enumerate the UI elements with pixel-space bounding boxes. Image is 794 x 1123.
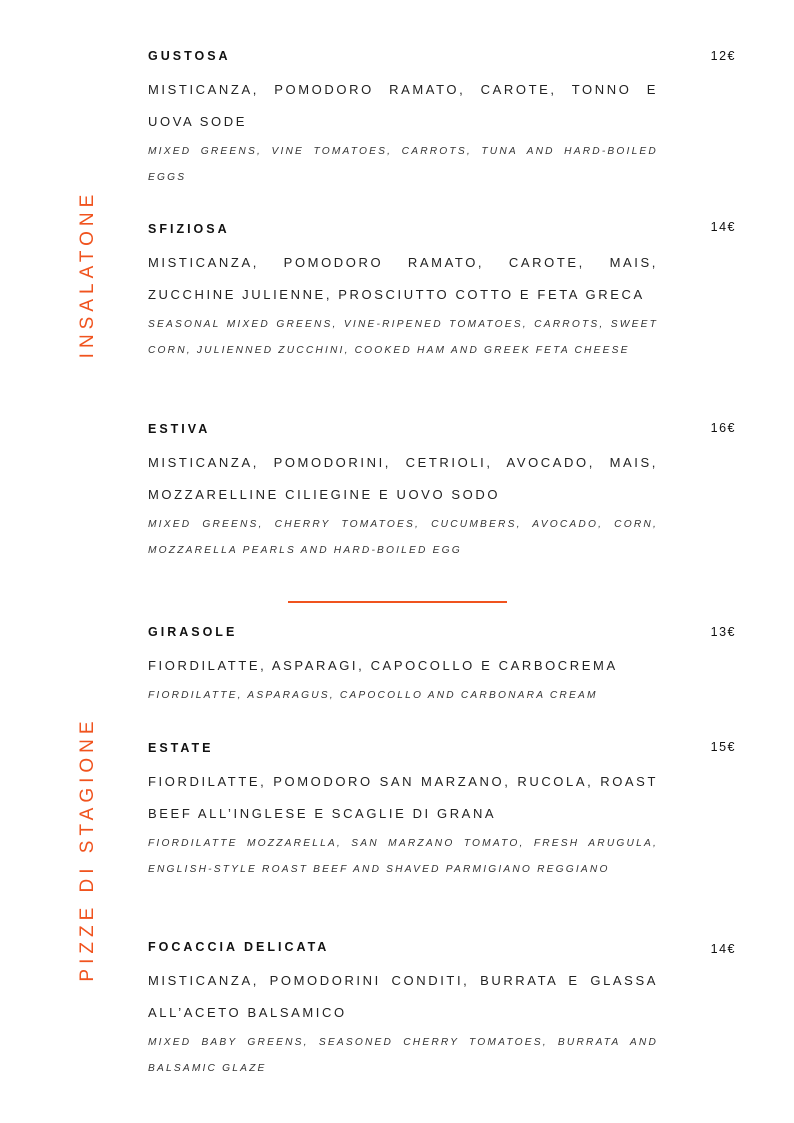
dish-description-it: FIORDILATTE, ASPARAGI, CAPOCOLLO E CARBOCREMA [148,658,618,673]
dish-description-en: MIXED GREENS, VINE TOMATOES, CARROTS, TUNA AND HARD-BOILED EGGS [148,146,658,183]
menu-item-estate [148,740,658,883]
dish-description-en: FIORDILATTE, ASPARAGUS, CAPOCOLLO AND CARBONARA CREAM [148,690,598,701]
dish-description-it: FIORDILATTE, POMODORO SAN MARZANO, RUCOLA, ROAST BEEF ALL’INGLESE E SCAGLIE DI GRANA [148,774,658,821]
dish-description-it: MISTICANZA, POMODORO RAMATO, CAROTE, TONNO E UOVA SODE [148,82,658,129]
menu-item-gustosa [148,48,658,191]
section-title-insalatone: INSALATONE [77,189,98,359]
dish-price-girasole: 13€ [710,625,736,639]
menu-item-sfiziosa [148,221,658,364]
menu-item-focaccia-delicata [148,939,658,1082]
dish-description-en: FIORDILATTE MOZZARELLA, SAN MARZANO TOMATO, FRESH ARUGULA, ENGLISH-STYLE ROAST BEEF AND SHAVED PARMIGIANO REGGIANO [148,838,658,875]
dish-description-en: MIXED BABY GREENS, SEASONED CHERRY TOMATOES, BURRATA AND BALSAMIC GLAZE [148,1037,658,1074]
dish-name: FOCACCIA DELICATA [148,940,330,954]
dish-description-en: SEASONAL MIXED GREENS, VINE-RIPENED TOMATOES, CARROTS, SWEET CORN, JULIENNED ZUCCHINI, COOKED HAM AND GREEK FETA CHEESE [148,319,658,356]
dish-price-estate: 15€ [710,740,736,754]
dish-name: ESTIVA [148,422,211,436]
dish-price-estiva: 16€ [710,421,736,435]
dish-description-it: MISTICANZA, POMODORO RAMATO, CAROTE, MAIS, ZUCCHINE JULIENNE, PROSCIUTTO COTTO E FETA GRECA [148,255,658,302]
section-divider [288,601,507,603]
dish-description-it: MISTICANZA, POMODORINI, CETRIOLI, AVOCADO, MAIS, MOZZARELLINE CILIEGINE E UOVO SODO [148,455,658,502]
dish-name: SFIZIOSA [148,222,230,236]
dish-price-focaccia-delicata: 14€ [710,942,736,956]
dish-name: GIRASOLE [148,625,238,639]
dish-description-en: MIXED GREENS, CHERRY TOMATOES, CUCUMBERS, AVOCADO, CORN, MOZZARELLA PEARLS AND HARD-BOILED EGG [148,519,658,556]
dish-price-sfiziosa: 14€ [710,220,736,234]
dish-name: ESTATE [148,741,214,755]
dish-price-gustosa: 12€ [710,49,736,63]
section-title-pizze-di-stagione: PIZZE DI STAGIONE [77,716,98,982]
dish-description-it: MISTICANZA, POMODORINI CONDITI, BURRATA E GLASSA ALL’ACETO BALSAMICO [148,973,658,1020]
menu-item-estiva [148,421,658,564]
dish-name: GUSTOSA [148,49,231,63]
menu-item-girasole [148,624,658,709]
